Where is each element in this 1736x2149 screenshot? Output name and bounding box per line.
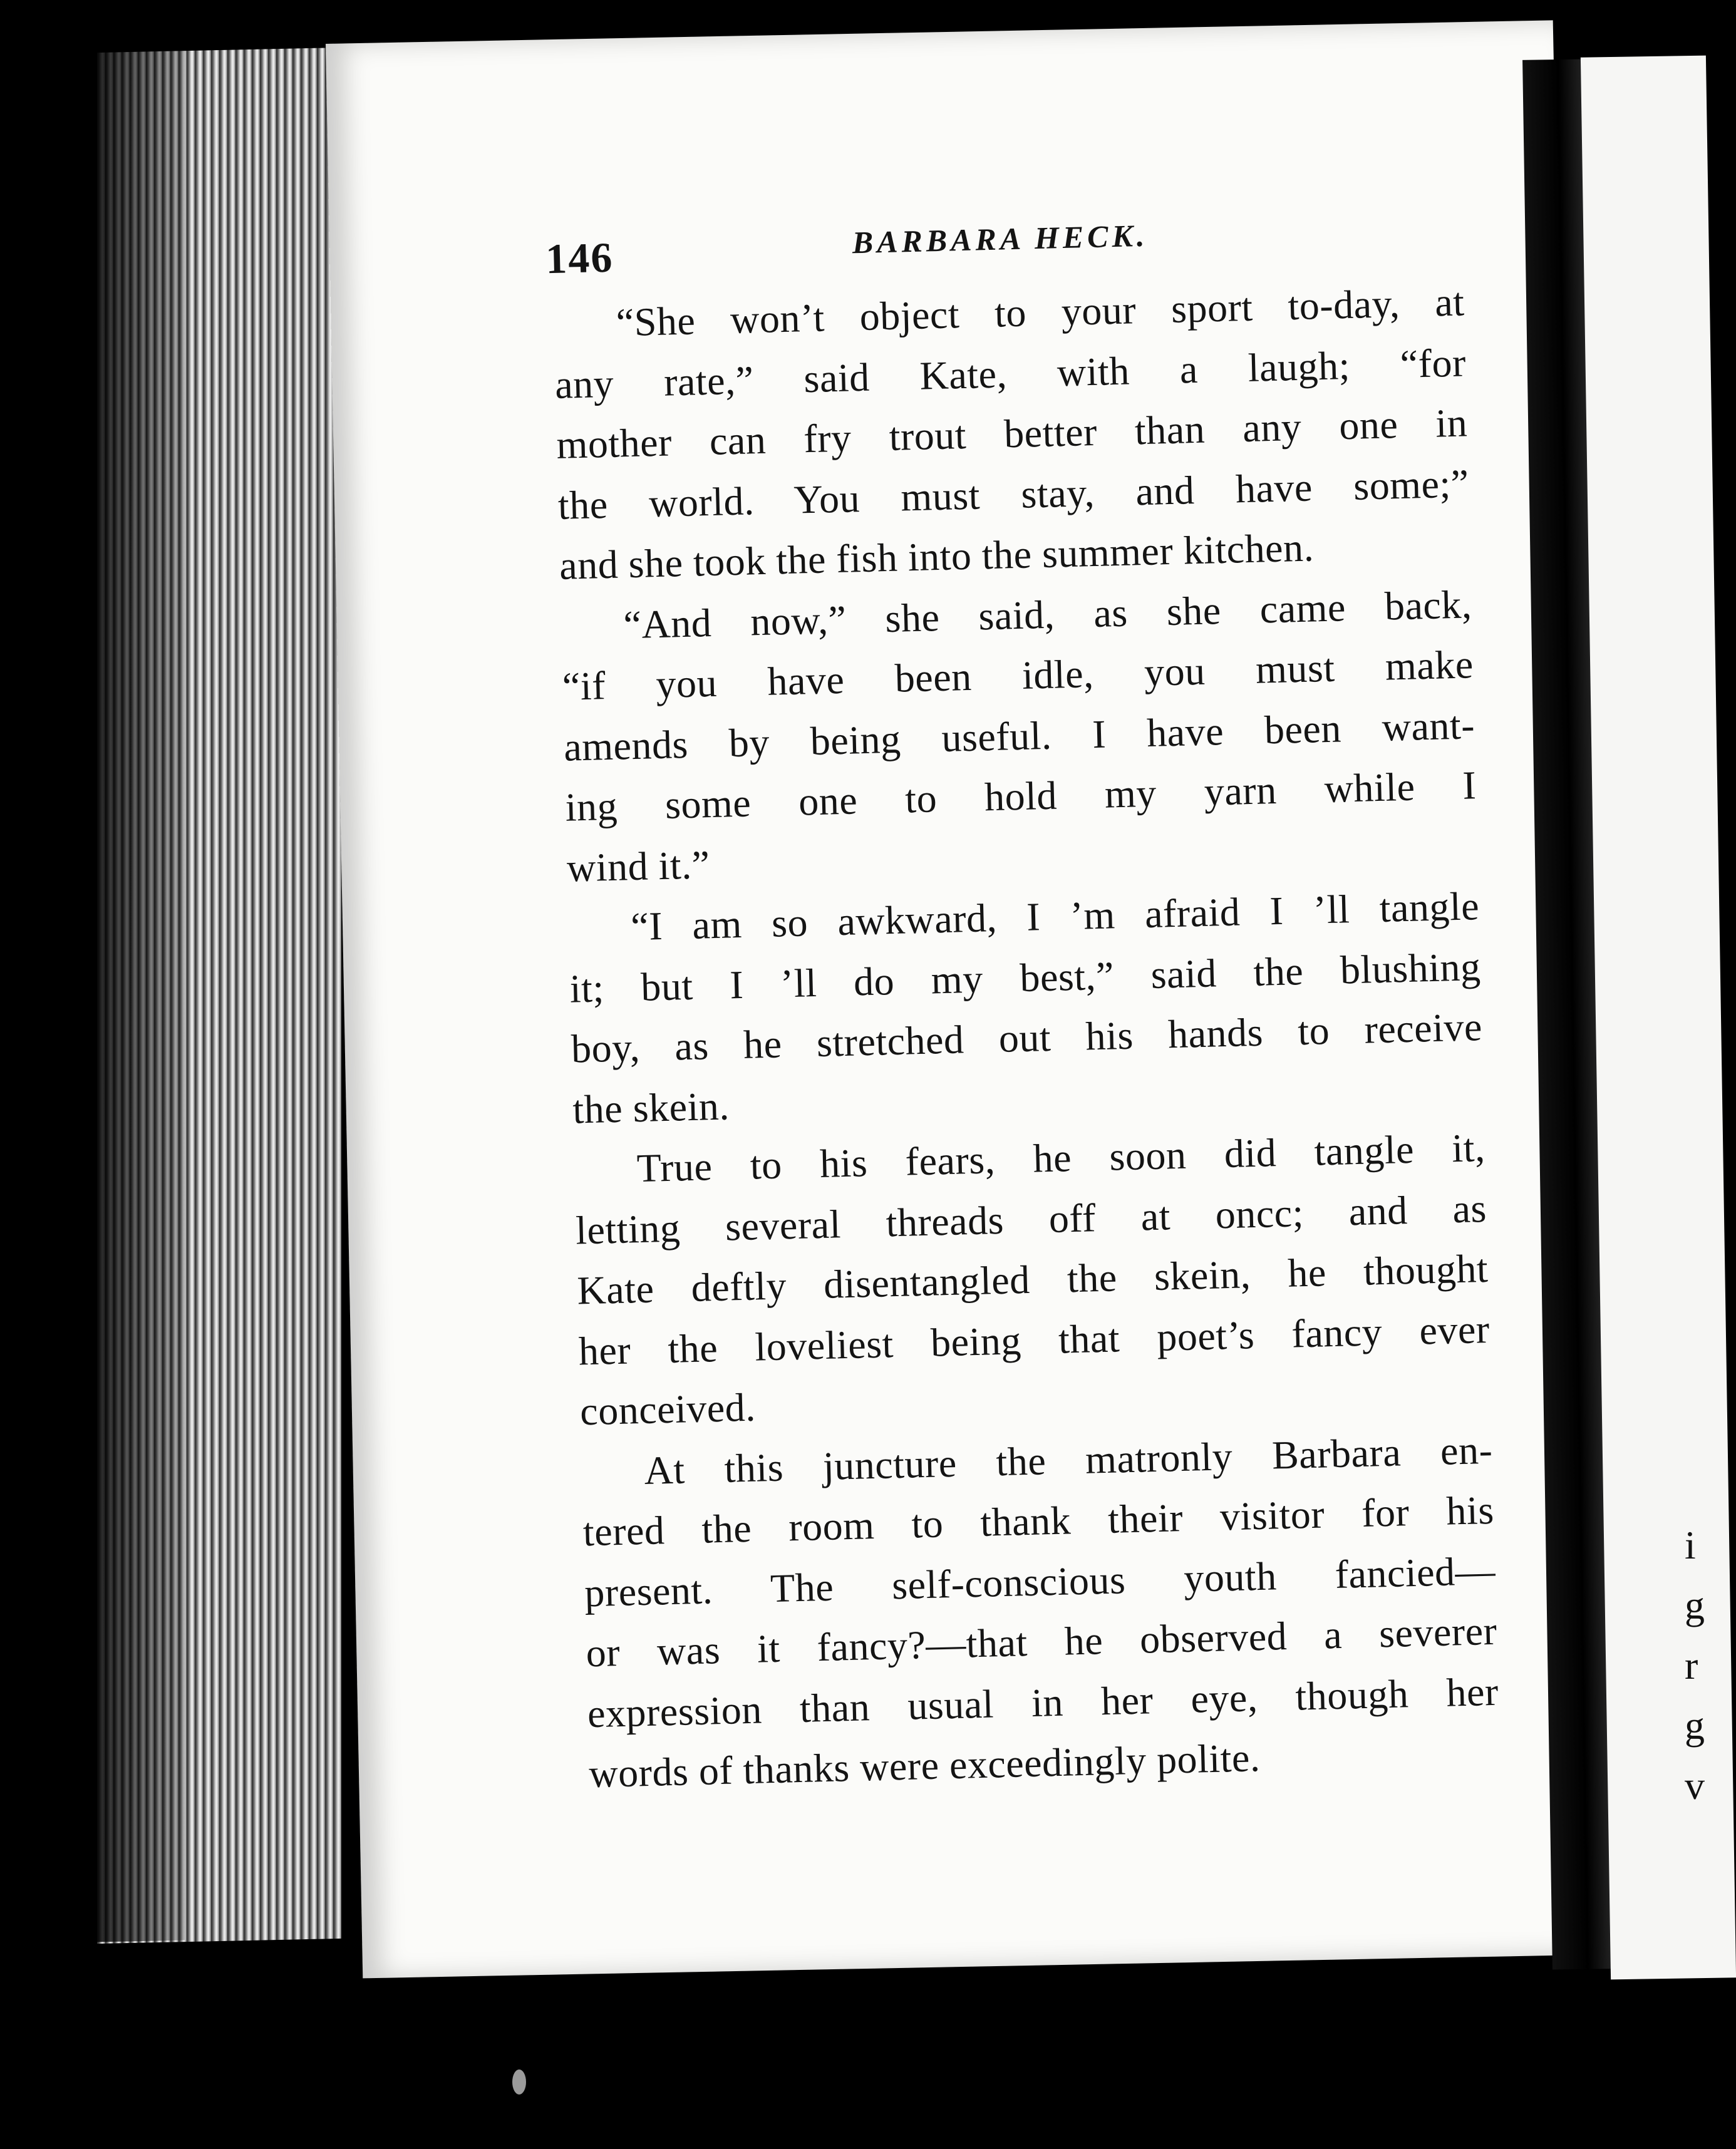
scan-blemish bbox=[512, 2069, 526, 2095]
facing-letter: g bbox=[1685, 1703, 1705, 1748]
facing-letter: v bbox=[1685, 1763, 1705, 1808]
page-text bbox=[545, 203, 1522, 1805]
body-text bbox=[553, 272, 1522, 1805]
text-line: ing some one to hold my yarn while I bbox=[564, 763, 1477, 830]
text-line: it; but I ’ll do my best,” said the blushing bbox=[569, 944, 1482, 1011]
text-line: At this juncture the matronly Barbara en- bbox=[643, 1427, 1494, 1493]
facing-letter: g bbox=[1685, 1583, 1705, 1627]
text-line: mother can fry trout better than any one in bbox=[555, 400, 1468, 467]
text-line: her the loveliest being that poet’s fancy ever bbox=[578, 1306, 1491, 1373]
text-line: “if you have been idle, you must make bbox=[562, 642, 1474, 709]
text-line: Kate deftly disentangled the skein, he thought bbox=[576, 1245, 1489, 1313]
page-edges-shadow bbox=[97, 49, 185, 1942]
text-line: boy, as he stretched out his hands to receive bbox=[571, 1004, 1483, 1071]
text-line: expression than usual in her eye, though her bbox=[587, 1669, 1499, 1736]
text-line: “I am so awkward, I ’m afraid I ’ll tangle bbox=[630, 884, 1480, 949]
text-line: any rate,” said Kate, with a laugh; “for bbox=[554, 339, 1467, 407]
text-line: the world. You must stay, and have some;” bbox=[557, 460, 1470, 528]
text-line: True to his fears, he soon did tangle it, bbox=[636, 1125, 1486, 1191]
running-title: BARBARA HECK. bbox=[852, 217, 1149, 260]
text-line: present. The self-conscious youth fancied— bbox=[584, 1548, 1496, 1615]
text-line: and she took the fish into the summer kitchen. bbox=[559, 525, 1315, 588]
facing-letter: r bbox=[1685, 1643, 1698, 1688]
text-line: words of thanks were exceedingly polite. bbox=[588, 1735, 1261, 1796]
text-line: tered the room to thank their visitor for his bbox=[582, 1487, 1495, 1555]
page-number: 146 bbox=[545, 233, 614, 283]
text-line: letting several threads off at oncc; and as bbox=[575, 1185, 1487, 1253]
text-line: the skein. bbox=[572, 1083, 730, 1132]
text-line: “And now,” she said, as she came back, bbox=[623, 581, 1473, 647]
text-line: conceived. bbox=[579, 1384, 757, 1434]
facing-page-text bbox=[1685, 1515, 1710, 1816]
text-line: “She won’t object to your sport to-day, at bbox=[615, 279, 1465, 345]
facing-letter: i bbox=[1685, 1523, 1696, 1567]
text-line: or was it fancy?—that he observed a severer bbox=[585, 1608, 1498, 1676]
text-line: amends by being useful. I have been want- bbox=[563, 702, 1475, 770]
text-line: wind it.” bbox=[566, 842, 711, 890]
